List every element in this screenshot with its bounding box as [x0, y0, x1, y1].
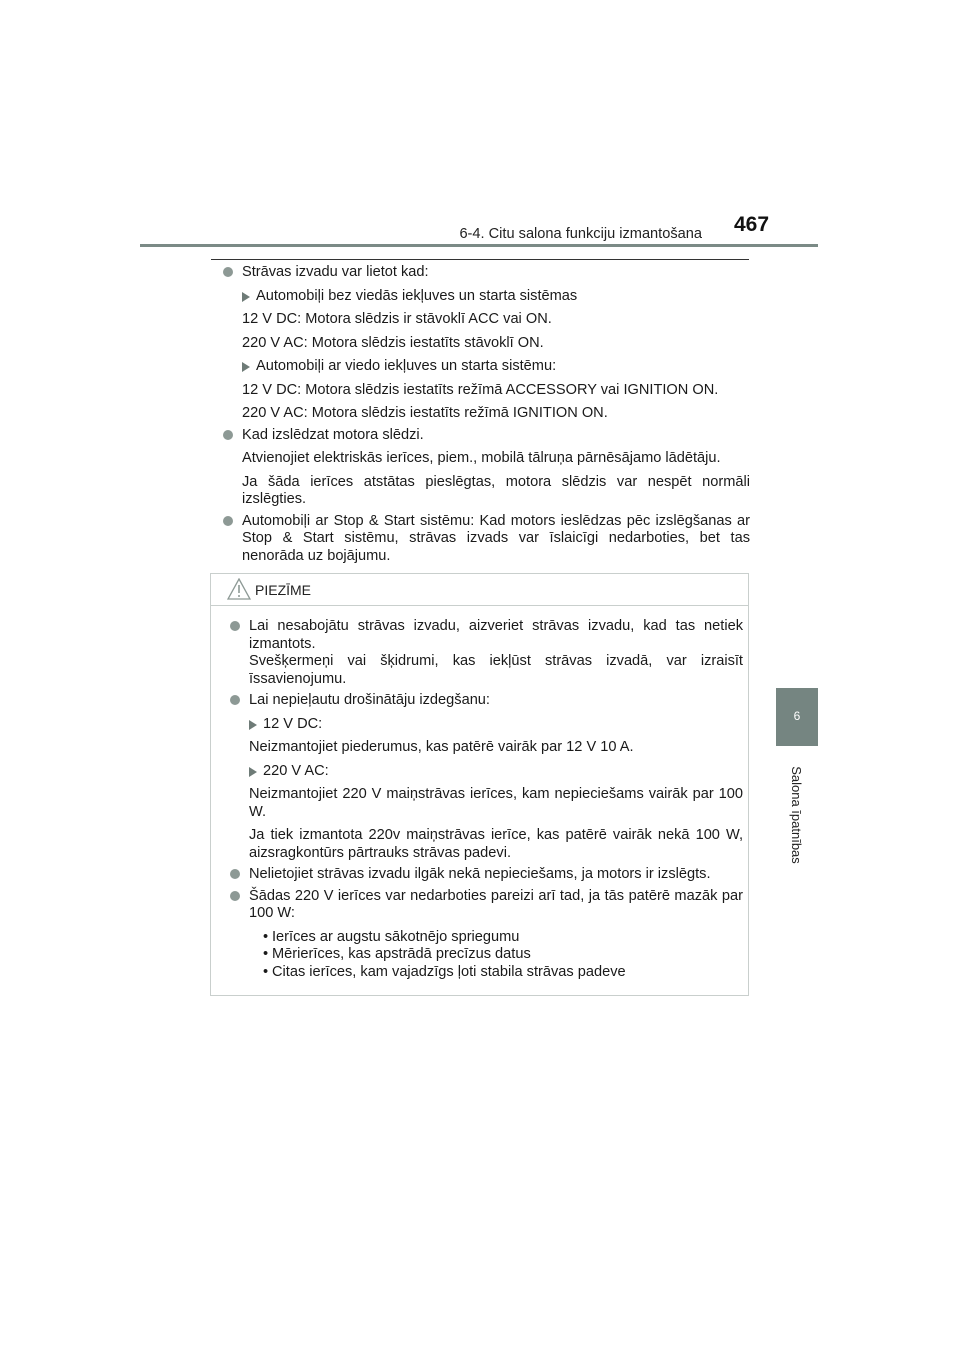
bullet-dot-icon — [230, 621, 240, 631]
list-item — [230, 946, 743, 964]
paragraph: Atvienojiet elektriskās ierīces, piem., mobilā tālruņa pārnēsājamo lādētāju. — [242, 450, 721, 466]
bullet-dot-icon — [223, 516, 233, 526]
note-content — [230, 618, 743, 981]
bullet-engine-off — [223, 427, 750, 445]
note-paragraph: Neizmantojiet 220 V maiņstrāvas ierīces, kam nepieciešams vairāk par 100 W. — [249, 786, 743, 820]
list-item — [230, 964, 743, 982]
list-item — [230, 929, 743, 947]
sub-item-text: Automobiļi ar viedo iekļuves un starta sistēmu: — [256, 358, 557, 374]
device-list — [230, 929, 743, 982]
note-text: Nelietojiet strāvas izvadu ilgāk nekā nepieciešams, ja motors ir izslēgts. — [249, 866, 711, 882]
paragraph: 12 V DC: Motora slēdzis iestatīts režīmā ACCESSORY vai IGNITION ON. — [242, 381, 719, 398]
main-content — [223, 264, 750, 565]
note-text: Lai nesabojātu strāvas izvadu, aizveriet strāvas izvadu, kad tas netiek izmantots. — [249, 618, 743, 652]
chapter-label: Salona īpatnības — [788, 766, 804, 864]
triangle-marker-icon — [242, 362, 250, 372]
note-paragraph: Ja tiek izmantota 220v maiņstrāvas ierīce, kas patērē vairāk nekā 100 W, aizsragkontūrs pārtrauks strāvas padevi. — [249, 827, 743, 861]
sub-item-text: Automobiļi bez viedās iekļuves un starta sistēmas — [256, 287, 578, 304]
note-paragraph: Neizmantojiet piederumus, kas patērē vairāk par 12 V 10 A. — [249, 739, 634, 755]
note-text: Lai nepieļautu drošinātāju izdegšanu: — [249, 692, 490, 708]
section-title: 6-4. Citu salona funkciju izmantošana — [459, 226, 702, 242]
list-item-text: Citas ierīces, kam vajadzīgs ļoti stabila strāvas padeve — [272, 963, 626, 980]
list-bullet: • — [263, 946, 269, 962]
bullet-dot-icon — [223, 267, 233, 277]
bullet-dot-icon — [230, 695, 240, 705]
triangle-marker-icon — [249, 767, 257, 777]
note-title: PIEZĪME — [255, 582, 312, 598]
bullet-text: Kad izslēdzat motora slēdzi. — [242, 426, 424, 443]
bullet-stop-start — [223, 513, 750, 566]
list-bullet: • — [263, 928, 269, 945]
note-bullet — [230, 618, 743, 653]
bullet-dot-icon — [230, 891, 240, 901]
list-bullet: • — [263, 963, 269, 980]
bullet-dot-icon — [230, 869, 240, 879]
sub-item — [230, 763, 743, 781]
sub-item-text: 220 V AC: — [263, 762, 329, 779]
content-rule — [211, 259, 749, 260]
note-bullet — [230, 888, 743, 923]
chapter-number: 6 — [793, 709, 801, 724]
chapter-tab — [776, 688, 818, 746]
paragraph: 220 V AC: Motora slēdzis iestatīts stāvoklī ON. — [242, 334, 544, 351]
page-number: 467 — [734, 213, 770, 236]
triangle-marker-icon — [249, 720, 257, 730]
note-divider — [211, 605, 748, 606]
paragraph: 12 V DC: Motora slēdzis ir stāvoklī ACC vai ON. — [242, 311, 552, 327]
note-bullet — [230, 866, 743, 884]
note-paragraph: Svešķermeņi vai šķidrumi, kas iekļūst strāvas izvadā, var izraisīt īssavienojumu. — [249, 653, 743, 687]
bullet-dot-icon — [223, 430, 233, 440]
header-rule — [140, 244, 818, 247]
paragraph: 220 V AC: Motora slēdzis iestatīts režīmā IGNITION ON. — [242, 405, 608, 421]
sub-item — [223, 288, 750, 306]
list-item-text: Mērierīces, kas apstrādā precīzus datus — [272, 946, 531, 962]
paragraph: Ja šāda ierīces atstātas pieslēgtas, motora slēdzis var nespēt normāli izslēgties. — [242, 473, 750, 507]
bullet-text: Automobiļi ar Stop & Start sistēmu: Kad motors ieslēdzas pēc izslēgšanas ar Stop & Start sistēmu, strāvas izvads var īslaicīgi nedarboties, bet tas nenorāda uz bojājumu. — [242, 512, 750, 564]
sub-item-text: 12 V DC: — [263, 715, 323, 732]
sub-item — [223, 358, 750, 376]
bullet-text: Strāvas izvadu var lietot kad: — [242, 264, 429, 280]
bullet-usage — [223, 264, 750, 282]
note-box — [210, 573, 749, 996]
warning-triangle-icon — [227, 578, 251, 600]
sub-item — [230, 716, 743, 734]
list-item-text: Ierīces ar augstu sākotnējo spriegumu — [272, 928, 520, 945]
note-bullet — [230, 692, 743, 710]
note-text: Šādas 220 V ierīces var nedarboties pareizi arī tad, ja tās patērē mazāk par 100 W: — [249, 887, 743, 921]
triangle-marker-icon — [242, 292, 250, 302]
